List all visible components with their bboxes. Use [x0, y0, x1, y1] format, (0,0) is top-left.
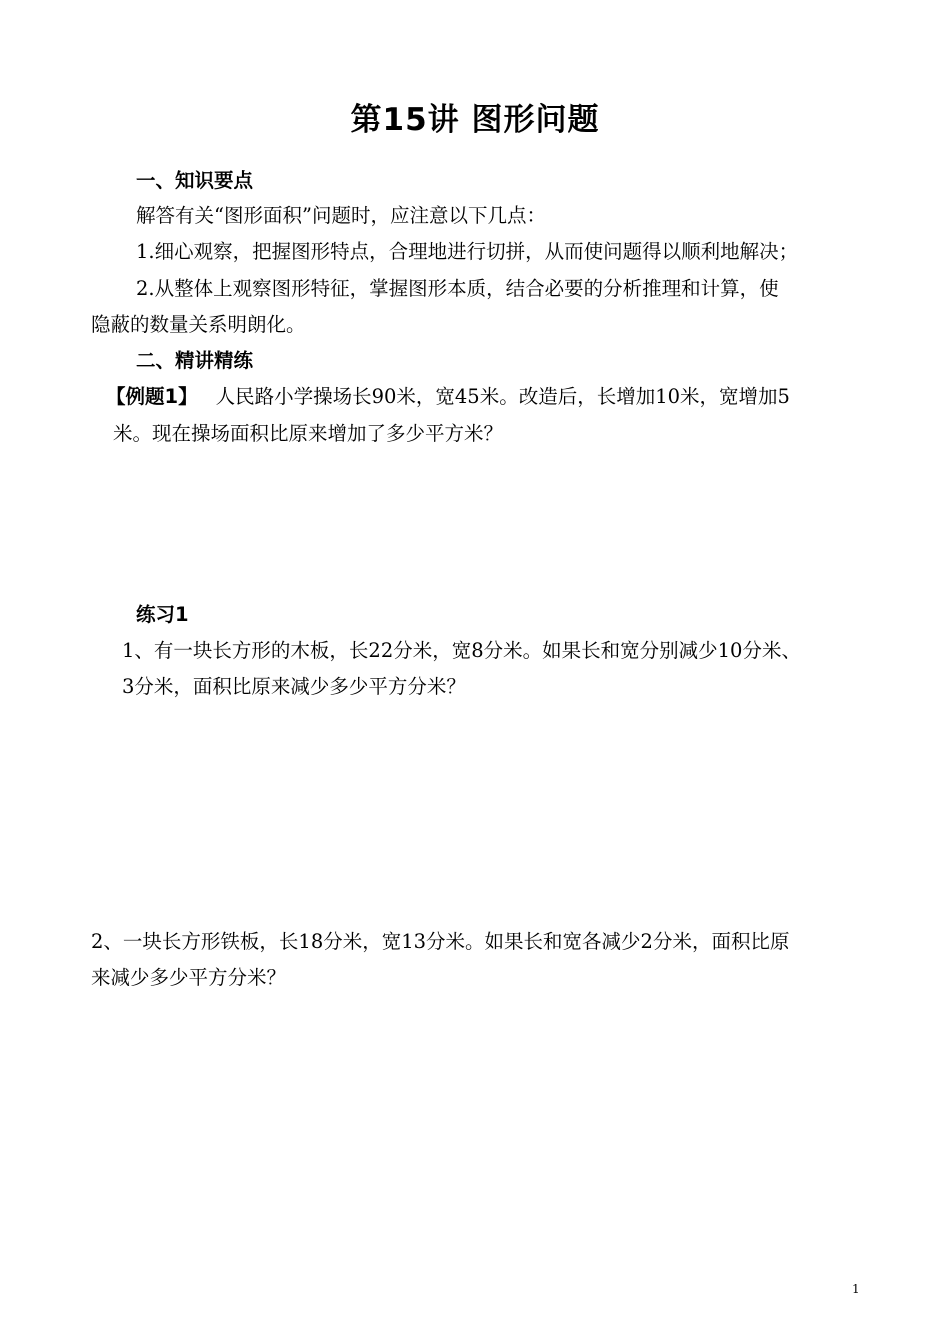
example-1-label: 【例题1】: [106, 385, 198, 408]
example-1-line2: 米。现在操场面积比原来增加了多少平方米？: [113, 422, 504, 445]
practice-question-1-line2: 3分米，面积比原来减少多少平方分米？: [122, 675, 466, 698]
section-heading-knowledge: 一、知识要点: [136, 169, 254, 192]
section-heading-practice: 二、精讲精练: [136, 349, 254, 372]
practice-question-2-line1: 2、一块长方形铁板，长18分米，宽13分米。如果长和宽各减少2分米，面积比原: [91, 930, 790, 953]
practice-question-1-line1: 1、有一块长方形的木板，长22分米，宽8分米。如果长和宽分别减少10分米、: [122, 639, 801, 662]
practice-question-2-line2: 来减少多少平方分米？: [91, 966, 287, 989]
page-number: 1: [852, 1282, 860, 1296]
knowledge-point-2-line1: 2.从整体上观察图形特征，掌握图形本质，结合必要的分析推理和计算，使: [136, 277, 779, 300]
knowledge-point-2-line2: 隐蔽的数量关系明朗化。: [91, 313, 306, 336]
example-1-line1: [106, 387, 790, 407]
page-title: 第15讲 图形问题: [350, 102, 600, 138]
intro-paragraph: 解答有关“图形面积”问题时，应注意以下几点：: [136, 204, 546, 227]
knowledge-point-1: 1.细心观察，把握图形特点，合理地进行切拼，从而使问题得以顺利地解决；: [136, 240, 799, 263]
example-1-text: 人民路小学操场长90米，宽45米。改造后，长增加10米，宽增加5: [215, 385, 790, 408]
practice-1-heading: 练习1: [136, 603, 189, 626]
